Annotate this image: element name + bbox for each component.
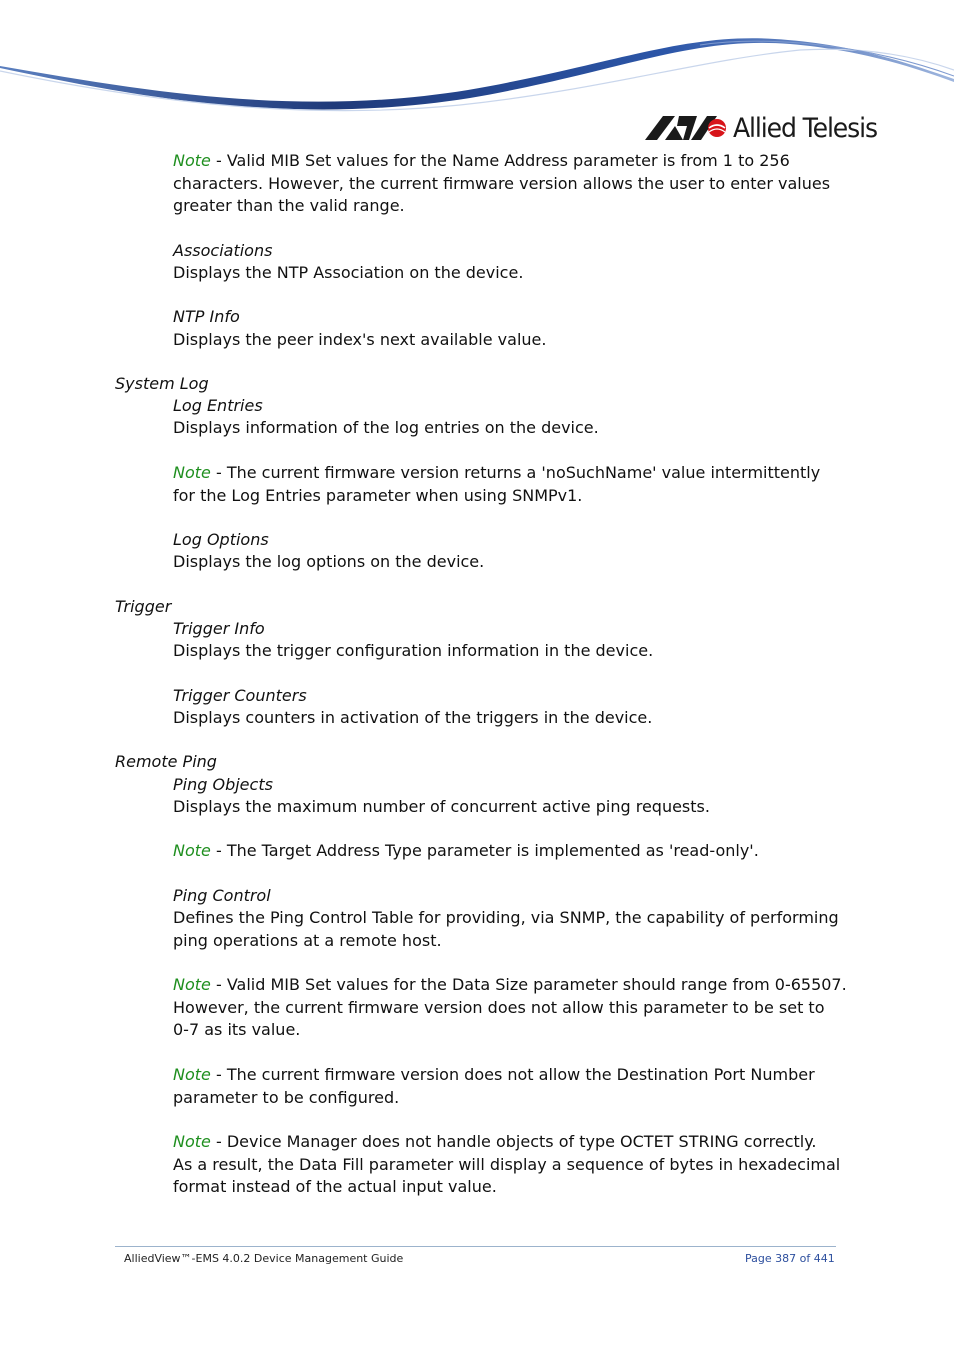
log-options-heading: Log Options [173, 530, 269, 549]
note-label: Note [173, 1132, 211, 1151]
note-label: Note [173, 463, 211, 482]
note-data-size-line2: However, the current firmware version does not allow this parameter to be set to [173, 997, 825, 1017]
note-name-address-line2: characters. However, the current firmware version allows the user to enter values [173, 173, 831, 193]
remote-ping-heading: Remote Ping [115, 752, 217, 771]
note-name-address-line3: greater than the valid range. [173, 196, 405, 216]
trigger-counters-description: Displays counters in activation of the triggers in the device. [173, 708, 653, 727]
ping-control-heading: Ping Control [173, 886, 271, 905]
note-label: Note [173, 841, 211, 860]
note-target-address-type: Note - The Target Address Type parameter is implemented as 'read-only'. [173, 841, 759, 860]
associations-heading: Associations [173, 241, 273, 260]
trigger-info-description: Displays the trigger configuration information in the device. [173, 641, 654, 660]
note-log-entries-line2: for the Log Entries parameter when using SNMPv1. [173, 485, 583, 505]
logo-wordmark: Allied Telesis [733, 112, 877, 144]
trigger-heading: Trigger [115, 597, 172, 616]
note-destination-port-line2: parameter to be configured. [173, 1087, 400, 1107]
note-data-size-line1: Note - Valid MIB Set values for the Data Size parameter should range from 0-65507. [173, 975, 847, 994]
ping-control-description-line2: ping operations at a remote host. [173, 930, 442, 950]
ping-objects-heading: Ping Objects [173, 775, 273, 794]
ntp-info-description: Displays the peer index's next available value. [173, 330, 547, 349]
trigger-info-heading: Trigger Info [173, 619, 265, 638]
log-options-description: Displays the log options on the device. [173, 552, 485, 571]
footer-divider [115, 1246, 836, 1247]
note-label: Note [173, 975, 211, 994]
log-entries-description: Displays information of the log entries on the device. [173, 418, 599, 437]
note-destination-port-line1: Note - The current firmware version does not allow the Destination Port Number [173, 1065, 815, 1084]
ntp-info-heading: NTP Info [173, 307, 240, 326]
system-log-heading: System Log [115, 374, 209, 393]
note-octet-string-line1: Note - Device Manager does not handle objects of type OCTET STRING correctly. [173, 1132, 817, 1151]
note-octet-string-line2: As a result, the Data Fill parameter will display a sequence of bytes in hexadecimal [173, 1154, 841, 1174]
footer-document-title: AlliedView™-EMS 4.0.2 Device Management Guide [124, 1252, 404, 1265]
note-data-size-line3: 0-7 as its value. [173, 1020, 301, 1040]
ping-control-description-line1: Defines the Ping Control Table for providing, via SNMP, the capability of performing [173, 908, 839, 927]
ping-objects-description: Displays the maximum number of concurrent active ping requests. [173, 797, 710, 816]
allied-telesis-logo [645, 108, 888, 148]
footer-page-number: Page 387 of 441 [745, 1252, 835, 1265]
associations-description: Displays the NTP Association on the device. [173, 263, 524, 282]
log-entries-heading: Log Entries [173, 396, 263, 415]
allied-telesis-logo-mark-icon [645, 114, 727, 142]
note-label: Note [173, 151, 211, 170]
note-octet-string-line3: format instead of the actual input value. [173, 1177, 497, 1197]
note-name-address-line1: Note - Valid MIB Set values for the Name Address parameter is from 1 to 256 [173, 151, 790, 170]
trigger-counters-heading: Trigger Counters [173, 686, 307, 705]
note-log-entries-line1: Note - The current firmware version returns a 'noSuchName' value intermittently [173, 463, 821, 482]
note-label: Note [173, 1065, 211, 1084]
